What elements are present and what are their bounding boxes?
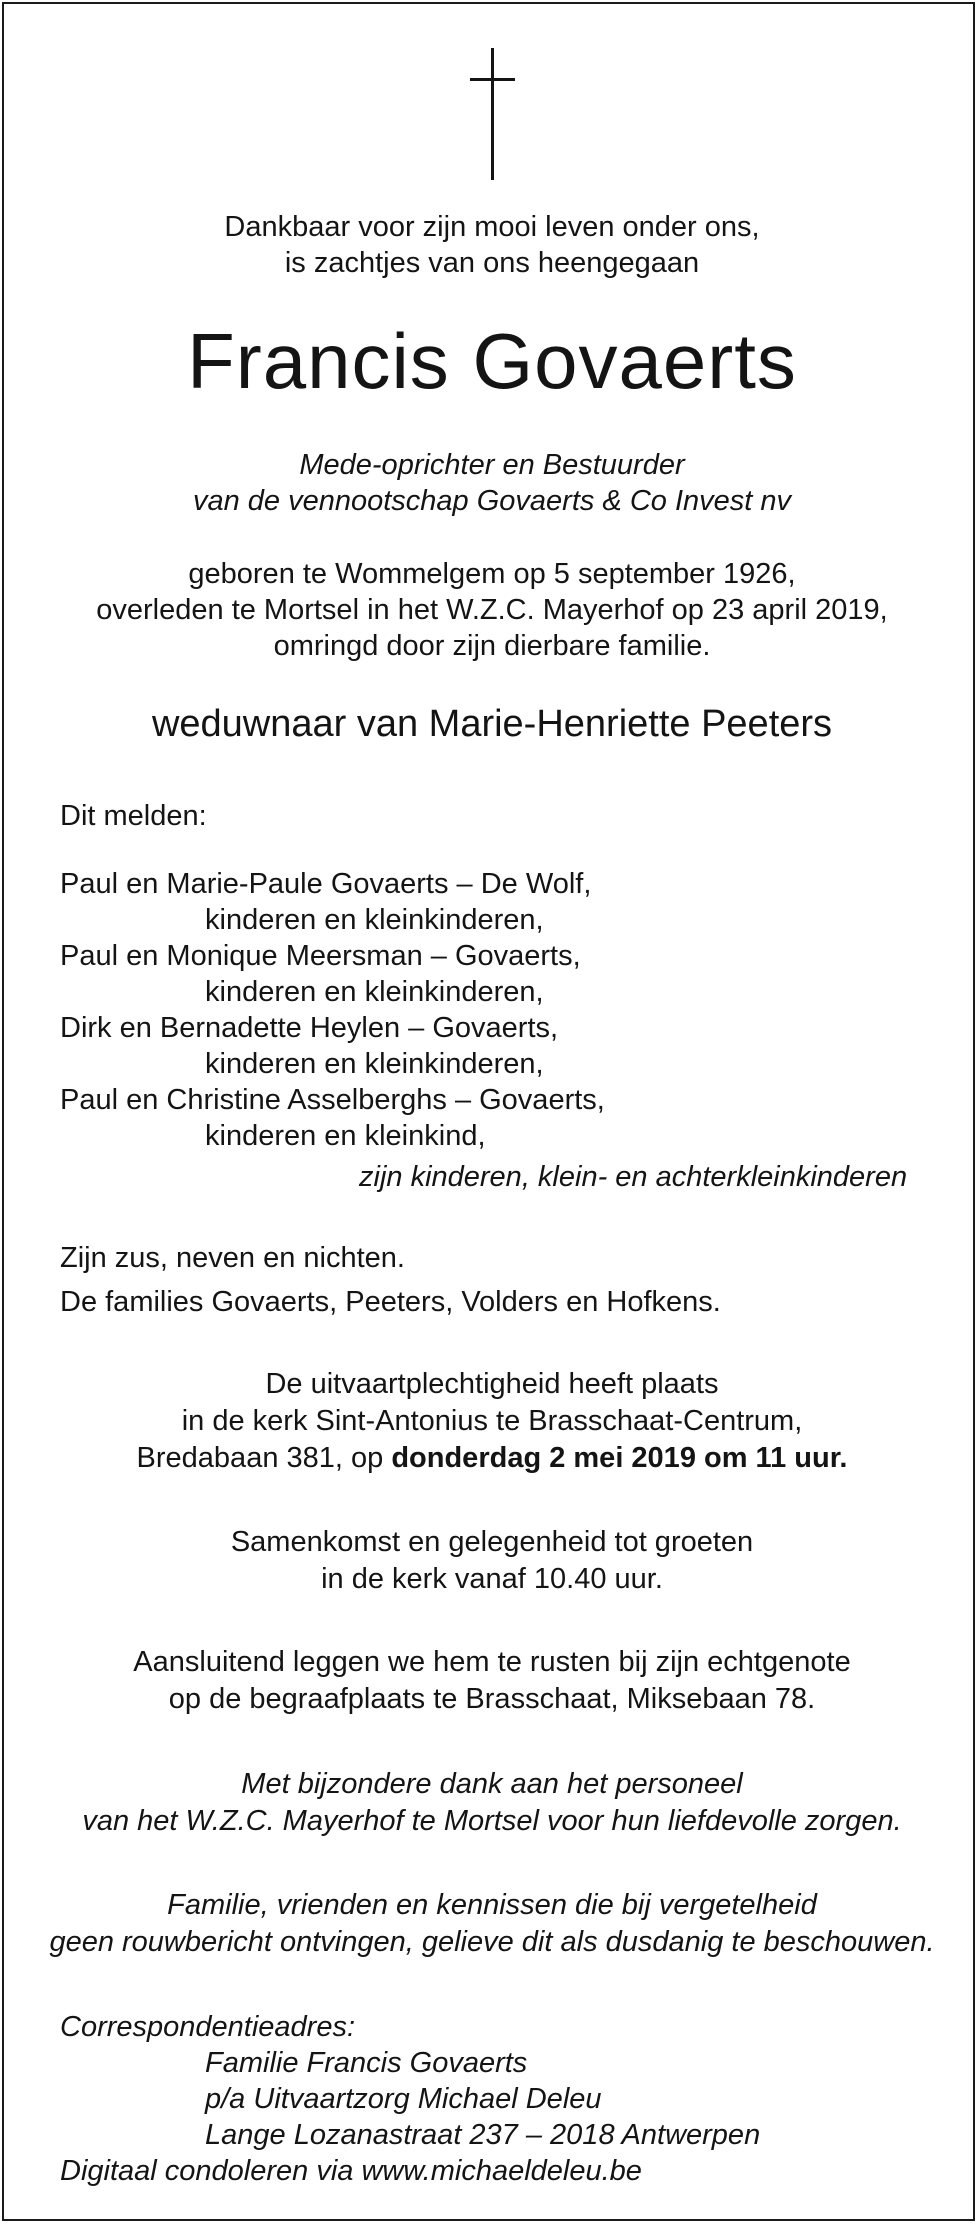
correspondence-name: Familie Francis Govaerts	[205, 2047, 528, 2079]
cross-icon	[491, 48, 494, 180]
family-children-3: kinderen en kleinkinderen,	[205, 1048, 544, 1080]
online-condolence: Digitaal condoleren via www.michaeldeleu.be	[60, 2155, 642, 2187]
notice-note-line-1: Familie, vrienden en kennissen die bij vergetelheid	[167, 1889, 817, 1921]
ceremony-address: Bredabaan 381, op	[136, 1442, 392, 1474]
cross-icon-bar	[470, 78, 515, 81]
burial-line-1: Aansluitend leggen we hem te rusten bij zijn echtgenote	[133, 1646, 851, 1678]
obituary-card	[2, 2, 975, 2221]
notice-note-line-2: geen rouwbericht ontvingen, gelieve dit als dusdanig te beschouwen.	[49, 1926, 935, 1958]
family-children-2: kinderen en kleinkinderen,	[205, 976, 544, 1008]
gathering-line-2: in de kerk vanaf 10.40 uur.	[321, 1563, 663, 1595]
family-surrounded-line: omringd door zijn dierbare familie.	[273, 630, 711, 662]
deceased-name: Francis Govaerts	[187, 317, 797, 405]
relatives-line-1: Zijn zus, neven en nichten.	[60, 1242, 405, 1274]
ceremony-line-1: De uitvaartplechtigheid heeft plaats	[265, 1368, 719, 1400]
family-couple-3: Dirk en Bernadette Heylen – Govaerts,	[60, 1012, 559, 1044]
family-couple-2: Paul en Monique Meersman – Govaerts,	[60, 940, 581, 972]
ceremony-date: donderdag 2 mei 2019 om 11 uur.	[391, 1442, 848, 1474]
gathering-line-1: Samenkomst en gelegenheid tot groeten	[230, 1526, 754, 1558]
thanks-line-1: Met bijzondere dank aan het personeel	[241, 1768, 743, 1800]
family-couple-4: Paul en Christine Asselberghs – Govaerts,	[60, 1084, 605, 1116]
burial-line-2: op de begraafplaats te Brasschaat, Miksebaan 78.	[168, 1683, 816, 1715]
family-summary: zijn kinderen, klein- en achterkleinkinderen	[359, 1161, 908, 1193]
announce-label: Dit melden:	[60, 800, 207, 832]
intro-line-2: is zachtjes van ons heengegaan	[284, 247, 700, 279]
death-line: overleden te Mortsel in het W.Z.C. Mayerhof op 23 april 2019,	[96, 594, 888, 626]
ceremony-line-2: in de kerk Sint-Antonius te Brasschaat-Centrum,	[181, 1405, 803, 1437]
family-children-4: kinderen en kleinkind,	[205, 1120, 486, 1152]
role-line-2: van de vennootschap Govaerts & Co Invest nv	[192, 485, 792, 517]
correspondence-care-of: p/a Uitvaartzorg Michael Deleu	[205, 2083, 602, 2115]
correspondence-label: Correspondentieadres:	[60, 2011, 356, 2043]
relatives-line-2: De families Govaerts, Peeters, Volders en Hofkens.	[60, 1286, 721, 1318]
intro-line-1: Dankbaar voor zijn mooi leven onder ons,	[224, 211, 760, 243]
birth-line: geboren te Wommelgem op 5 september 1926,	[188, 558, 796, 590]
thanks-line-2: van het W.Z.C. Mayerhof te Mortsel voor hun liefdevolle zorgen.	[82, 1805, 902, 1837]
family-couple-1: Paul en Marie-Paule Govaerts – De Wolf,	[60, 868, 592, 900]
role-line-1: Mede-oprichter en Bestuurder	[299, 449, 685, 481]
family-children-1: kinderen en kleinkinderen,	[205, 904, 544, 936]
ceremony-line-3	[4, 1440, 980, 1476]
correspondence-address: Lange Lozanastraat 237 – 2018 Antwerpen	[205, 2119, 761, 2151]
spouse-line: weduwnaar van Marie-Henriette Peeters	[151, 703, 833, 745]
